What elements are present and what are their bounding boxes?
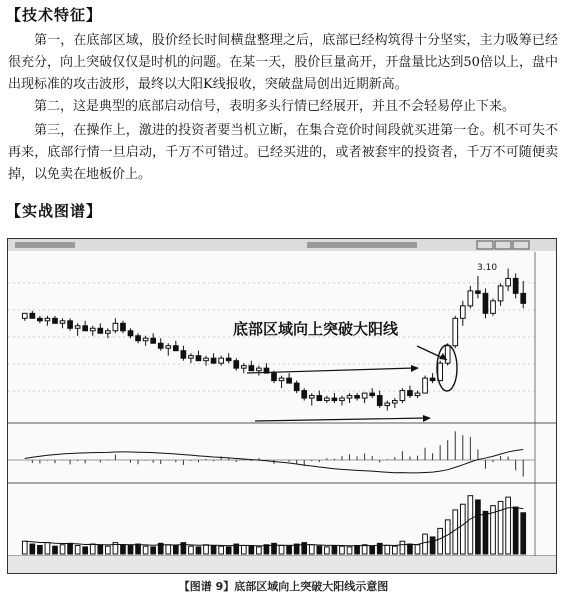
volume-bar (83, 547, 88, 554)
volume-bar (22, 541, 27, 554)
candle-down (234, 361, 239, 368)
volume-bar (483, 511, 488, 554)
volume-bar (415, 545, 420, 554)
volume-bar (151, 547, 156, 554)
volume-bar (45, 543, 50, 554)
volume-bar (128, 545, 133, 554)
candle-down (521, 293, 526, 303)
candle-down (136, 336, 141, 341)
candle-down (370, 393, 375, 395)
candle-down (53, 318, 58, 323)
candle-up (491, 301, 496, 313)
candle-down (287, 378, 292, 383)
volume-bar (121, 545, 126, 554)
candle-down (38, 318, 43, 320)
candle-down (408, 391, 413, 396)
chart-title-stub (15, 242, 75, 248)
volume-bar (423, 534, 428, 554)
candle-down (294, 383, 299, 390)
volume-bar (370, 546, 375, 554)
candle-up (423, 378, 428, 393)
volume-bar (309, 545, 314, 554)
volume-bar (332, 545, 337, 554)
candle-up (204, 358, 209, 360)
volume-bar (279, 545, 284, 554)
candle-up (279, 378, 284, 380)
candle-up (400, 391, 405, 401)
volume-bar (408, 544, 413, 554)
paragraph-third: 第三，在操作上，激进的投资者要当机立断，在集合竞价时间段就买进第一仓。机不可失不再来，底部行情一旦启动，千万不可错过。已经买进的，或者被套牢的投资者，千万不可随便卖掉，以免卖在地板价上。 (8, 123, 558, 182)
candle-down (332, 398, 337, 400)
volume-bar (355, 545, 360, 554)
candle-down (355, 396, 360, 398)
candle-up (362, 393, 367, 398)
paragraph-first: 第一，在底部区域，股价经长时间横盘整理之后，底部已经构筑得十分坚实，主力吸筹已经很充分，向上突破仅仅是时机的问题。在某一天，股价巨量高开，开盘量比达到50倍以上，盘中出现标准的攻击波形，最终以大阳K线报收，突破盘局创出近期新高。 (8, 33, 558, 92)
candle-down (98, 328, 103, 333)
candle-down (226, 358, 231, 360)
volume-bar (476, 500, 481, 554)
candle-up (325, 398, 330, 400)
volume-bar (143, 546, 148, 554)
candle-up (498, 286, 503, 301)
volume-bar (173, 545, 178, 554)
candle-down (211, 358, 216, 363)
volume-bar (166, 545, 171, 554)
volume-bar (513, 507, 518, 554)
candle-up (340, 398, 345, 400)
candle-down (302, 391, 307, 398)
candle-up (385, 403, 390, 405)
candle-down (272, 373, 277, 380)
candle-up (45, 318, 50, 320)
volume-bar (362, 545, 367, 554)
volume-bar (53, 546, 58, 554)
candle-up (453, 318, 458, 345)
price-high-label: 3.10 (477, 263, 498, 273)
candle-down (196, 356, 201, 361)
volume-bar (68, 543, 73, 554)
candle-up (460, 306, 465, 318)
candle-up (189, 356, 194, 358)
volume-bar (385, 545, 390, 554)
volume-bar (468, 496, 473, 554)
candle-up (241, 366, 246, 368)
volume-bar (392, 546, 397, 554)
candle-down (83, 326, 88, 331)
candle-up (60, 321, 65, 323)
volume-bar (498, 501, 503, 554)
chart-status-bar (8, 556, 556, 573)
volume-bar (453, 510, 458, 554)
volume-bar (211, 545, 216, 554)
candle-up (22, 313, 27, 318)
candle-down (128, 331, 133, 336)
volume-bar (136, 544, 141, 554)
candle-down (513, 278, 518, 293)
section-heading-chart: 【实战图谱】 (6, 202, 103, 220)
candle-down (430, 378, 435, 380)
volume-bar (196, 547, 201, 554)
candle-up (90, 328, 95, 330)
volume-bar (287, 546, 292, 554)
volume-bar (506, 497, 511, 554)
volume-bar (98, 545, 103, 554)
section-heading-technical-features: 【技术特征】 (6, 6, 103, 24)
volume-bar (400, 541, 405, 554)
candle-up (106, 331, 111, 333)
candle-up (415, 393, 420, 395)
volume-bar (106, 546, 111, 554)
stock-chart-figure (7, 238, 557, 574)
candle-up (166, 346, 171, 348)
candle-up (347, 396, 352, 398)
volume-bar (219, 546, 224, 554)
candle-down (151, 338, 156, 343)
stock-chart-svg (7, 238, 557, 574)
volume-bar (460, 504, 465, 554)
figure-caption: 【图谱 9】底部区域向上突破大阳线示意图 (178, 580, 389, 593)
candle-up (143, 338, 148, 340)
volume-bar (340, 546, 345, 554)
paragraph-second: 第二，这是典型的底部启动信号，表明多头行情已经展开，并且不会轻易停止下来。 (34, 99, 516, 114)
volume-bar (60, 545, 65, 554)
candle-down (483, 293, 488, 313)
candle-down (30, 313, 35, 318)
volume-bar (90, 544, 95, 554)
candle-up (445, 346, 450, 363)
volume-bar (189, 546, 194, 554)
volume-bar (204, 545, 209, 554)
candle-down (317, 396, 322, 401)
chart-name-stub (307, 242, 417, 248)
volume-bar (347, 547, 352, 554)
candle-down (158, 343, 163, 348)
candle-down (68, 321, 73, 328)
candle-down (249, 366, 254, 371)
candle-up (506, 278, 511, 285)
candle-down (377, 396, 382, 406)
candle-down (181, 351, 186, 358)
candle-up (257, 368, 262, 370)
candle-up (309, 396, 314, 398)
chart-title-bar (8, 239, 556, 251)
volume-bar (430, 537, 435, 554)
candle-up (75, 326, 80, 328)
breakout-annotation: 底部区域向上突破大阳线 (233, 320, 399, 338)
volume-bar (317, 546, 322, 554)
candle-up (219, 358, 224, 363)
candle-up (468, 291, 473, 306)
volume-bar (75, 545, 80, 554)
volume-bar (30, 544, 35, 554)
volume-bar (438, 528, 443, 554)
volume-bar (241, 545, 246, 554)
candle-down (173, 346, 178, 351)
candle-down (121, 323, 126, 330)
volume-bar (325, 547, 330, 554)
volume-bar (445, 520, 450, 554)
candle-up (392, 401, 397, 403)
volume-bar (226, 547, 231, 554)
candle-down (476, 291, 481, 293)
candle-up (113, 323, 118, 330)
volume-bar (257, 547, 262, 554)
volume-bar (249, 546, 254, 554)
volume-bar (521, 513, 526, 554)
volume-bar (38, 545, 43, 554)
